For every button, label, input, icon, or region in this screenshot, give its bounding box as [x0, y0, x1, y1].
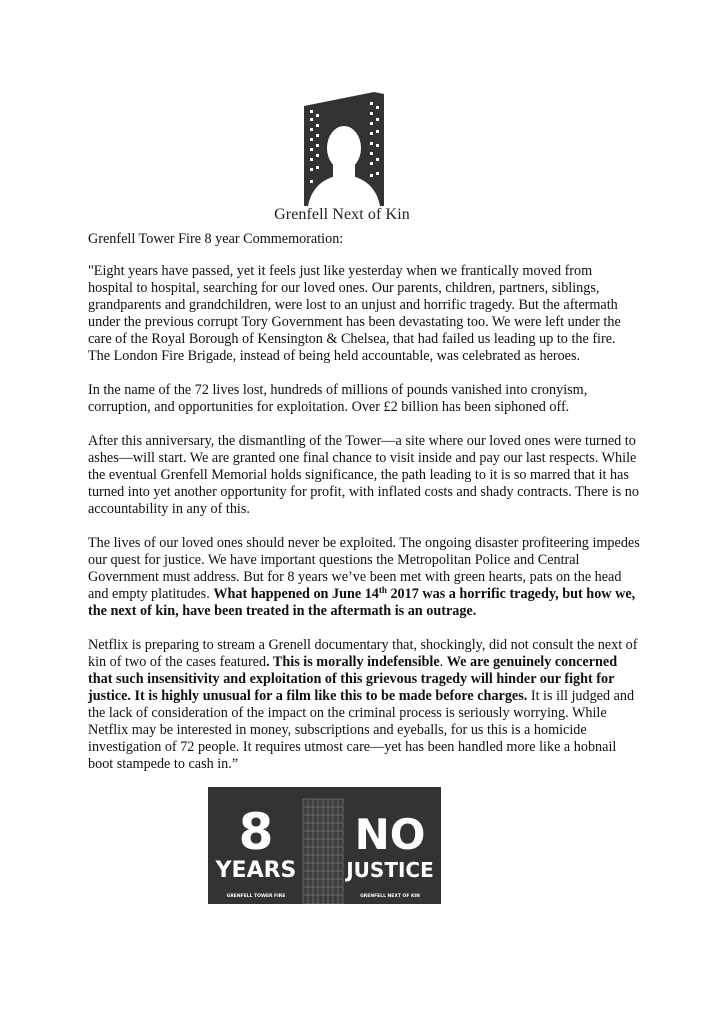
- paragraph-2: In the name of the 72 lives lost, hundreds of millions of pounds vanished into cronyism, corruption, and opportunities for exploitation. Over £2 billion has been siphoned off.: [88, 382, 588, 415]
- banner-no: NO: [354, 810, 426, 859]
- paragraph-5-bold-concern: We are genuinely concerned that such insensitivity and exploitation of this grievous tragedy will hinder our fight for justice. It is highly unusual for a film like this to be made before charges.: [88, 654, 618, 704]
- paragraph-5-period: .: [439, 654, 447, 670]
- paragraph-4: [88, 535, 640, 620]
- logo-caption: Grenfell Next of Kin: [274, 206, 410, 223]
- tower-outline-icon: [303, 799, 343, 904]
- banner-graphic: [208, 787, 441, 904]
- paragraph-5-text-start: Netflix is preparing to stream a Grenell documentary that, shockingly, did not consult the next of kin of two of the cases featured: [88, 637, 638, 670]
- document-heading: Grenfell Tower Fire 8 year Commemoration:: [88, 231, 344, 247]
- paragraph-4-text: The lives of our loved ones should never be exploited. The ongoing disaster profiteering impedes our quest for justice. We have important questions the Metropolitan Police and Central Government must address. But for 8 years we’ve been met with green hearts, pats on the head and empty platitudes.: [88, 535, 640, 602]
- paragraph-5: [88, 637, 640, 773]
- paragraph-4-bold-start: What happened on June 14: [213, 586, 379, 602]
- banner-justice: JUSTICE: [346, 858, 434, 882]
- ordinal-suffix: th: [378, 585, 387, 595]
- banner-eight: 8: [238, 803, 274, 861]
- banner-years: YEARS: [215, 858, 297, 883]
- eight-years-no-justice-banner: [208, 787, 441, 904]
- paragraph-5-bold-morally: . This is morally indefensible: [266, 654, 440, 670]
- paragraph-5-text-end: It is ill judged and the lack of consideration of the impact on the criminal process is seriously worrying. While Netflix may be interested in money, subscriptions and eyeballs, for us this is a homicide investigation of 72 people. It requires utmost care—yet has been handled more like a hobnail boot stampede to cash in.”: [88, 688, 635, 772]
- banner-left-caption: GRENFELL TOWER FIRE: [226, 894, 286, 899]
- paragraph-3: After this anniversary, the dismantling of the Tower—a site where our loved ones were turned to ashes—will start. We are granted one final chance to visit inside and pay our last respects. While the eventual Grenfell Memorial holds significance, the path leading to it is so marred that it has turned into yet another opportunity for profit, with inflated costs and shady contracts. There is no accountability in any of this.: [88, 433, 639, 517]
- banner-right-caption: GRENFELL NEXT OF KIN: [360, 894, 420, 899]
- statement-body: [88, 231, 640, 790]
- paragraph-1: "Eight years have passed, yet it feels just like yesterday when we frantically moved from hospital to hospital, searching for our loved ones. Our parents, children, partners, siblings, grandparents and grandchildren, were lost to an unjust and horrific tragedy. But the aftermath under the previous corrupt Tory Government has been devastating too. We were left under the care of the Royal Borough of Kensington & Chelsea, that had failed us leading up to the fire. The London Fire Brigade, instead of being held accountable, was celebrated as heroes.: [88, 263, 621, 364]
- paragraph-4-bold-end: 2017 was a horrific tragedy, but how we, the next of kin, have been treated in the aftermath is an outrage.: [88, 586, 636, 619]
